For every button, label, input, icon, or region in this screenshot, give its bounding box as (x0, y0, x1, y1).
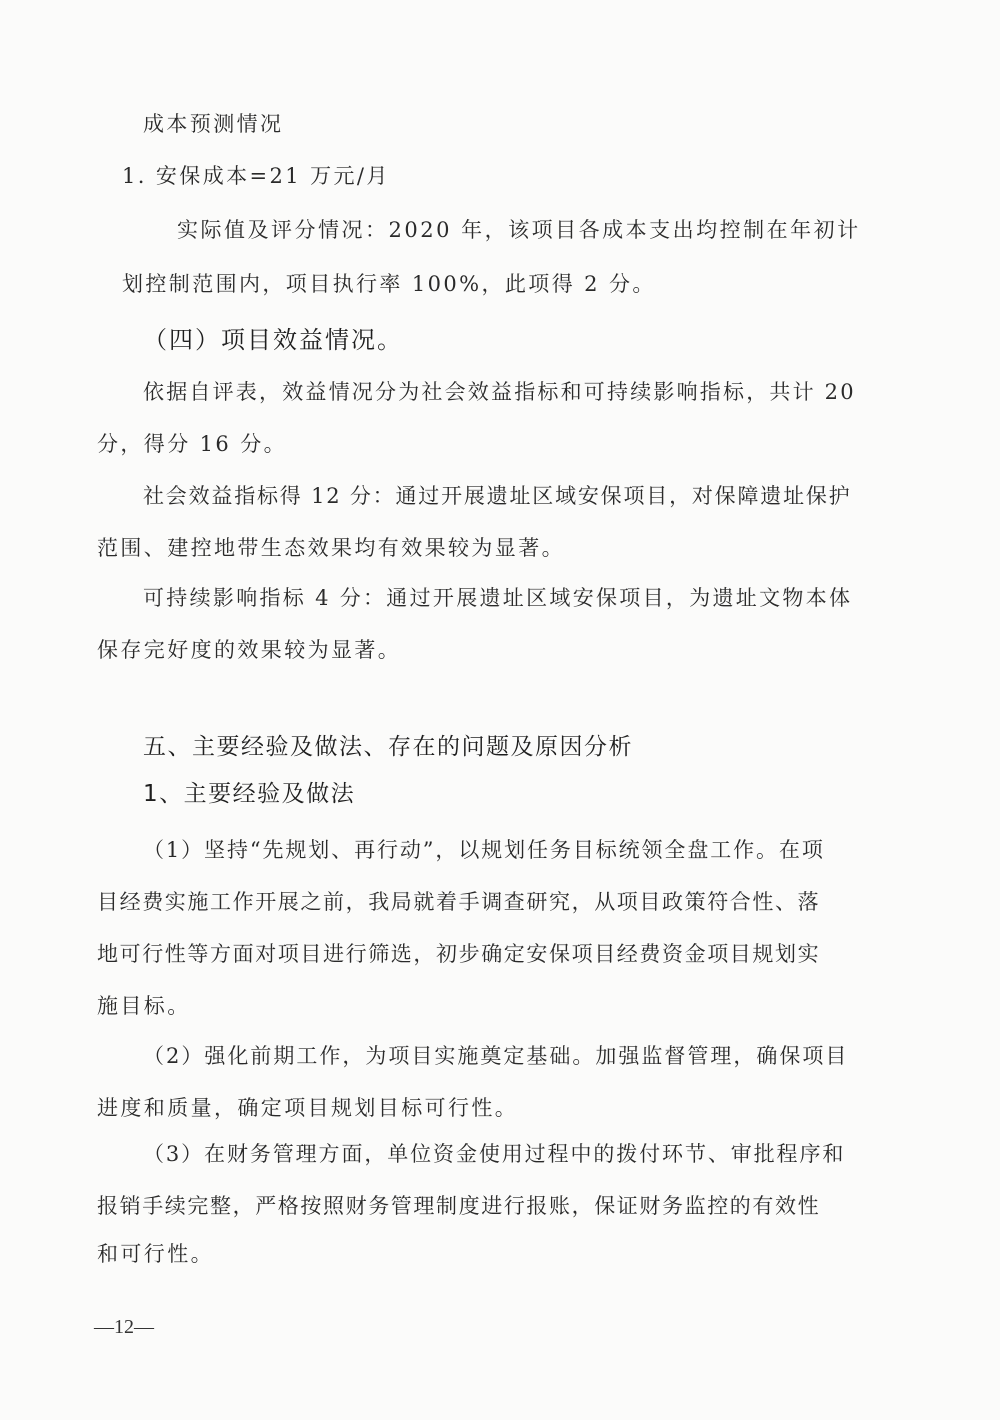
paragraph-social-line1: 社会效益指标得 12 分：通过开展遗址区域安保项目，对保障遗址保护 (143, 484, 852, 508)
page-number: —12— (94, 1316, 154, 1338)
paragraph-social-line2: 范围、建控地带生态效果均有效果较为显著。 (97, 536, 565, 560)
section-heading-five: 五、主要经验及做法、存在的问题及原因分析 (143, 734, 633, 760)
paragraph-benefits-line1: 依据自评表，效益情况分为社会效益指标和可持续影响指标，共计 20 (143, 380, 856, 404)
paragraph-3-line1: （3）在财务管理方面，单位资金使用过程中的拨付环节、审批程序和 (143, 1142, 846, 1166)
subsection-heading-1: 1、主要经验及做法 (143, 781, 356, 807)
section-heading-benefits: （四）项目效益情况。 (143, 326, 403, 354)
paragraph-1-line1: （1）坚持“先规划、再行动”，以规划任务目标统领全盘工作。在项 (143, 838, 825, 862)
paragraph-benefits-line2: 分，得分 16 分。 (97, 432, 288, 456)
paragraph-2-line2: 进度和质量，确定项目规划目标可行性。 (97, 1096, 519, 1120)
paragraph-1-line3: 地可行性等方面对项目进行筛选，初步确定安保项目经费资金项目规划实 (97, 942, 821, 966)
paragraph-3-line2: 报销手续完整，严格按照财务管理制度进行报账，保证财务监控的有效性 (97, 1194, 821, 1218)
paragraph-sustain-line2: 保存完好度的效果较为显著。 (97, 638, 402, 662)
cost-item-1: 1. 安保成本=21 万元/月 (122, 164, 390, 188)
paragraph-2-line1: （2）强化前期工作，为项目实施奠定基础。加强监督管理，确保项目 (143, 1044, 849, 1068)
paragraph-actual-line2: 划控制范围内，项目执行率 100%，此项得 2 分。 (122, 272, 656, 296)
paragraph-sustain-line1: 可持续影响指标 4 分：通过开展遗址区域安保项目，为遗址文物本体 (143, 586, 853, 610)
paragraph-actual-line1: 实际值及评分情况：2020 年，该项目各成本支出均控制在年初计 (177, 218, 861, 242)
paragraph-1-line4: 施目标。 (97, 994, 191, 1018)
paragraph-1-line2: 目经费实施工作开展之前，我局就着手调查研究，从项目政策符合性、落 (97, 890, 821, 914)
cost-forecast-label: 成本预测情况 (143, 112, 284, 136)
paragraph-3-line3: 和可行性。 (97, 1242, 214, 1266)
